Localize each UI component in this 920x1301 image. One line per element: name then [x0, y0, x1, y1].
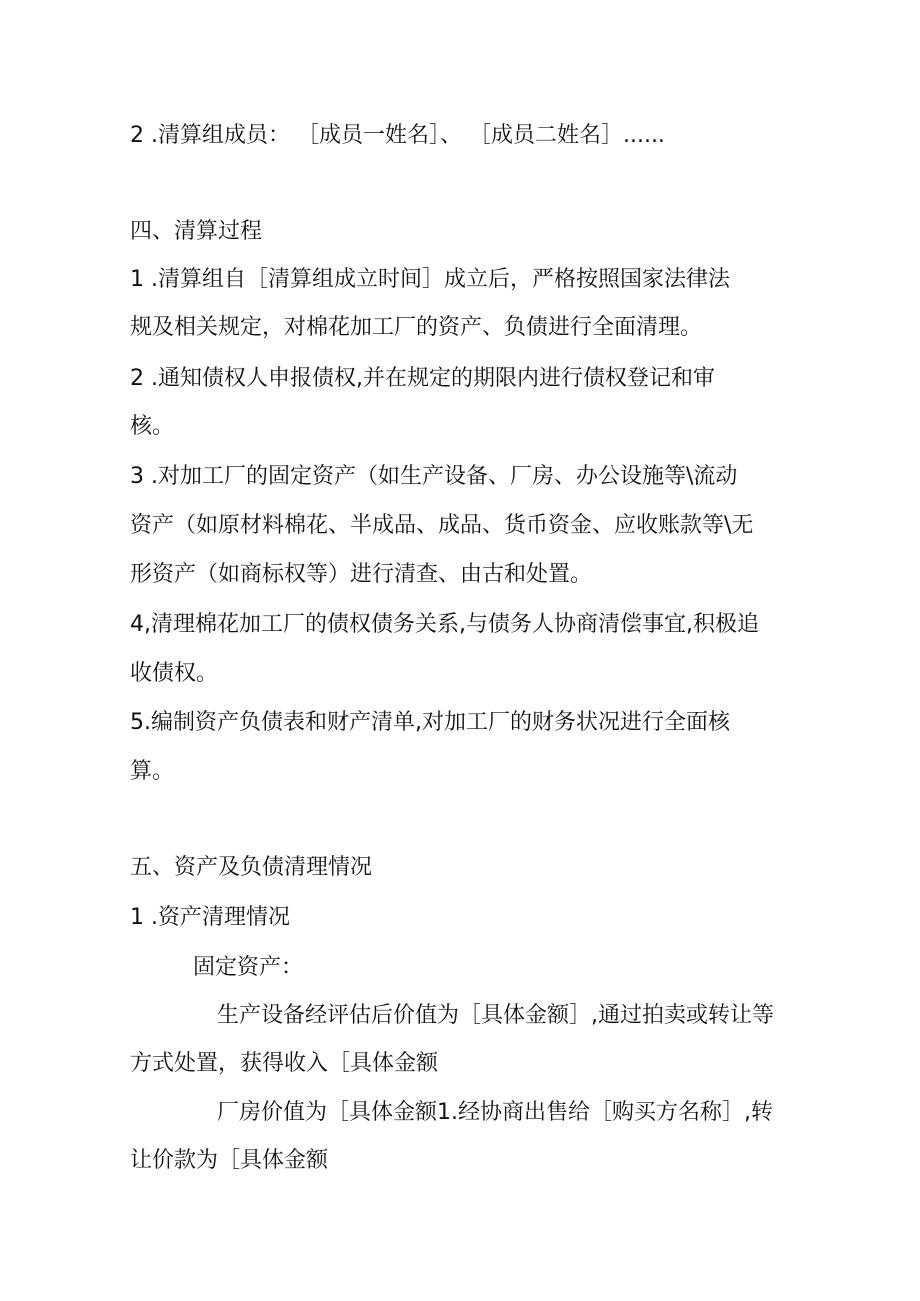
process-item-3-line-3: 形资产（如商标权等）进行清查、由古和处置。	[130, 562, 593, 587]
heading-liquidation-process: 四、清算过程	[130, 219, 263, 244]
building-line-2: 让价款为［具体金额	[130, 1148, 329, 1173]
process-item-3-line-2: 资产（如原材料棉花、半成品、成品、货币资金、应收账款等\无	[130, 513, 754, 538]
subheading-asset-clearance: 1 .资产清理情况	[130, 905, 290, 930]
label-fixed-assets: 固定资产：	[193, 955, 304, 980]
building-line-1: 厂房价值为［具体金额1.经协商出售给［购买方名称］,转	[217, 1100, 773, 1125]
process-item-1-line-1: 1 .清算组自［清算组成立时间］成立后，严格按照国家法律法	[130, 267, 730, 292]
equipment-line-1: 生产设备经评估后价值为［具体金额］,通过拍卖或转让等	[217, 1003, 774, 1028]
line-liquidation-members: 2 .清算组成员： ［成员一姓名］、 ［成员二姓名］......	[130, 123, 665, 148]
process-item-2-line-2: 核。	[130, 414, 175, 439]
process-item-4-line-2: 收债权。	[130, 661, 219, 686]
process-item-2-line-1: 2 .通知债权人申报债权,并在规定的期限内进行债权登记和审	[130, 366, 715, 391]
equipment-line-2: 方式处置，获得收入［具体金额	[130, 1051, 439, 1076]
process-item-5-line-2: 算。	[130, 759, 175, 784]
process-item-1-line-2: 规及相关规定，对棉花加工厂的资产、负债进行全面清理。	[130, 315, 703, 340]
process-item-3-line-1: 3 .对加工厂的固定资产（如生产设备、厂房、办公设施等\流动	[130, 464, 738, 489]
process-item-4-line-1: 4,清理棉花加工厂的债权债务关系,与债务人协商清偿事宜,积极追	[130, 612, 759, 637]
heading-assets-liabilities: 五、资产及负债清理情况	[130, 855, 373, 880]
process-item-5-line-1: 5.编制资产负债表和财产清单,对加工厂的财务状况进行全面核	[130, 710, 730, 735]
